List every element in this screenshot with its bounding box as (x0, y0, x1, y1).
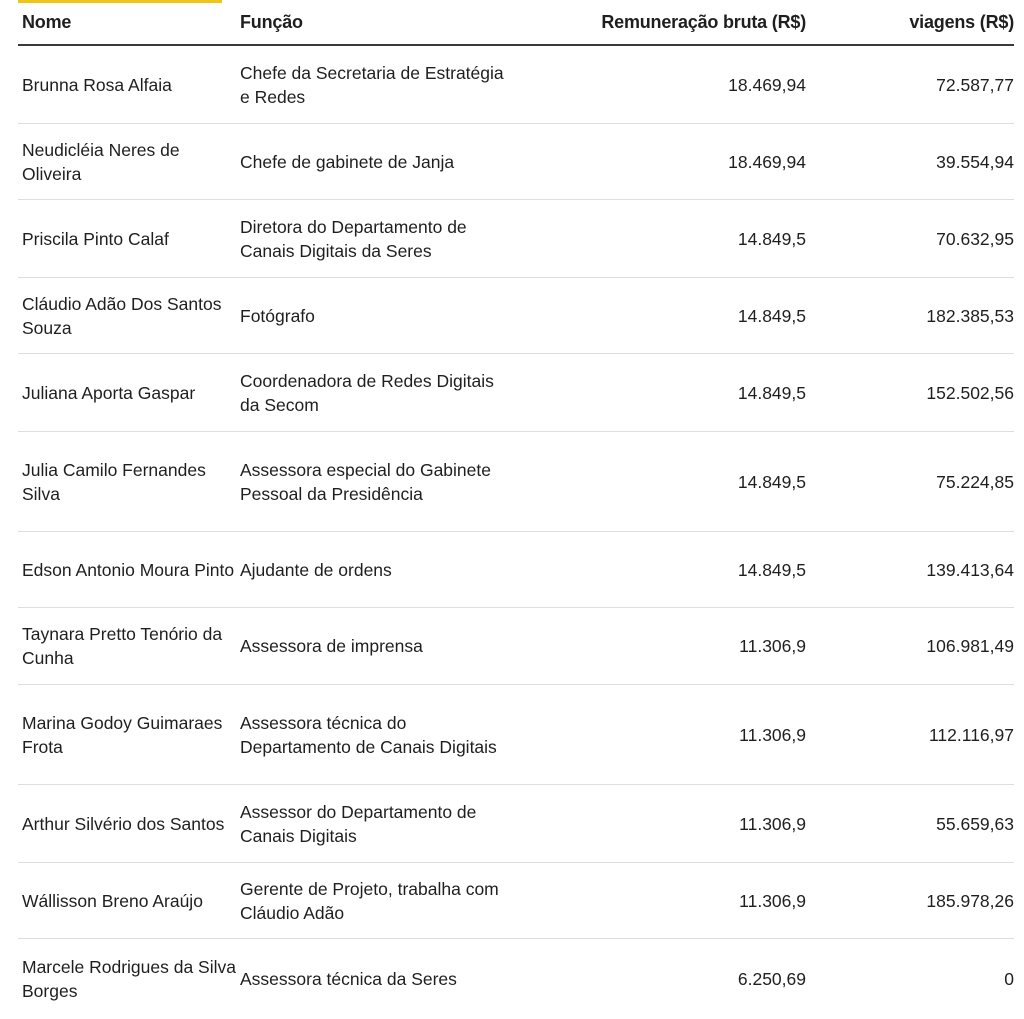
cell-remuneracao: 14.849,5 (737, 305, 806, 326)
table-header (18, 0, 1014, 46)
table-row (18, 863, 1014, 939)
cell-viagens: 55.659,63 (936, 813, 1014, 834)
header-remuneracao: Remuneração bruta (R$) (601, 11, 806, 32)
cell-remuneracao: 14.849,5 (737, 559, 806, 580)
cell-funcao: Assessora técnica do Departamento de Canais Digitais (240, 712, 497, 757)
cell-remuneracao: 14.849,5 (737, 382, 806, 403)
cell-nome: Neudicléia Neres de Oliveira (22, 139, 180, 184)
cell-funcao: Ajudante de ordens (240, 559, 392, 580)
cell-funcao: Assessora técnica da Seres (240, 969, 457, 989)
cell-remuneracao: 14.849,5 (737, 228, 806, 249)
cell-funcao: Coordenadora de Redes Digitais da Secom (240, 370, 494, 415)
table-row (18, 939, 1014, 1019)
cell-nome: Julia Camilo Fernandes Silva (22, 459, 206, 504)
table-row (18, 354, 1014, 432)
table-row (18, 432, 1014, 532)
data-table (18, 0, 1014, 1019)
cell-remuneracao: 11.306,9 (739, 724, 806, 745)
cell-viagens: 182.385,53 (926, 305, 1014, 326)
cell-remuneracao: 14.849,5 (737, 471, 806, 492)
cell-viagens: 112.116,97 (929, 724, 1014, 745)
table-row (18, 200, 1014, 278)
cell-viagens: 139.413,64 (926, 559, 1014, 580)
cell-remuneracao: 18.469,94 (728, 74, 806, 95)
cell-viagens: 106.981,49 (926, 636, 1014, 656)
cell-nome: Edson Antonio Moura Pinto (22, 559, 235, 580)
cell-nome: Juliana Aporta Gaspar (22, 382, 196, 403)
cell-viagens: 72.587,77 (936, 74, 1014, 95)
cell-remuneracao: 11.306,9 (739, 890, 806, 911)
table-row (18, 278, 1014, 354)
header-nome: Nome (22, 11, 72, 32)
table-body (18, 46, 1014, 1019)
cell-viagens: 0 (1004, 969, 1014, 989)
cell-funcao: Fotógrafo (240, 305, 315, 326)
cell-funcao: Assessora de imprensa (240, 636, 423, 656)
cell-funcao: Assessora especial do Gabinete Pessoal da Presidência (240, 459, 491, 504)
cell-nome: Taynara Pretto Tenório da Cunha (22, 624, 223, 668)
cell-funcao: Gerente de Projeto, trabalha com Cláudio Adão (240, 878, 499, 923)
cell-funcao: Diretora do Departamento de Canais Digitais da Seres (240, 216, 467, 261)
table-row (18, 124, 1014, 200)
cell-viagens: 39.554,94 (936, 151, 1014, 172)
cell-nome: Marina Godoy Guimaraes Frota (22, 712, 223, 757)
cell-funcao: Chefe da Secretaria de Estratégia e Redes (240, 62, 504, 107)
cell-viagens: 75.224,85 (936, 471, 1014, 492)
cell-nome: Priscila Pinto Calaf (22, 228, 169, 249)
table-row (18, 532, 1014, 608)
table-row (18, 685, 1014, 785)
cell-viagens: 152.502,56 (926, 382, 1014, 403)
header-viagens: viagens (R$) (909, 11, 1014, 32)
cell-remuneracao: 6.250,69 (737, 969, 806, 989)
cell-remuneracao: 11.306,9 (739, 813, 806, 834)
cell-funcao: Assessor do Departamento de Canais Digitais (240, 801, 477, 846)
cell-nome: Brunna Rosa Alfaia (22, 74, 172, 95)
cell-remuneracao: 18.469,94 (728, 151, 806, 172)
cell-viagens: 70.632,95 (936, 228, 1014, 249)
table-row (18, 46, 1014, 124)
cell-nome: Arthur Silvério dos Santos (22, 813, 225, 834)
cell-nome: Cláudio Adão Dos Santos Souza (22, 293, 222, 338)
cell-nome: Wállisson Breno Araújo (22, 890, 203, 911)
table-row (18, 785, 1014, 863)
cell-funcao: Chefe de gabinete de Janja (240, 151, 455, 172)
cell-viagens: 185.978,26 (926, 890, 1014, 911)
cell-nome: Marcele Rodrigues da Silva Borges (22, 957, 236, 1001)
cell-remuneracao: 11.306,9 (739, 636, 806, 656)
table-row (18, 608, 1014, 685)
header-funcao: Função (240, 11, 303, 32)
